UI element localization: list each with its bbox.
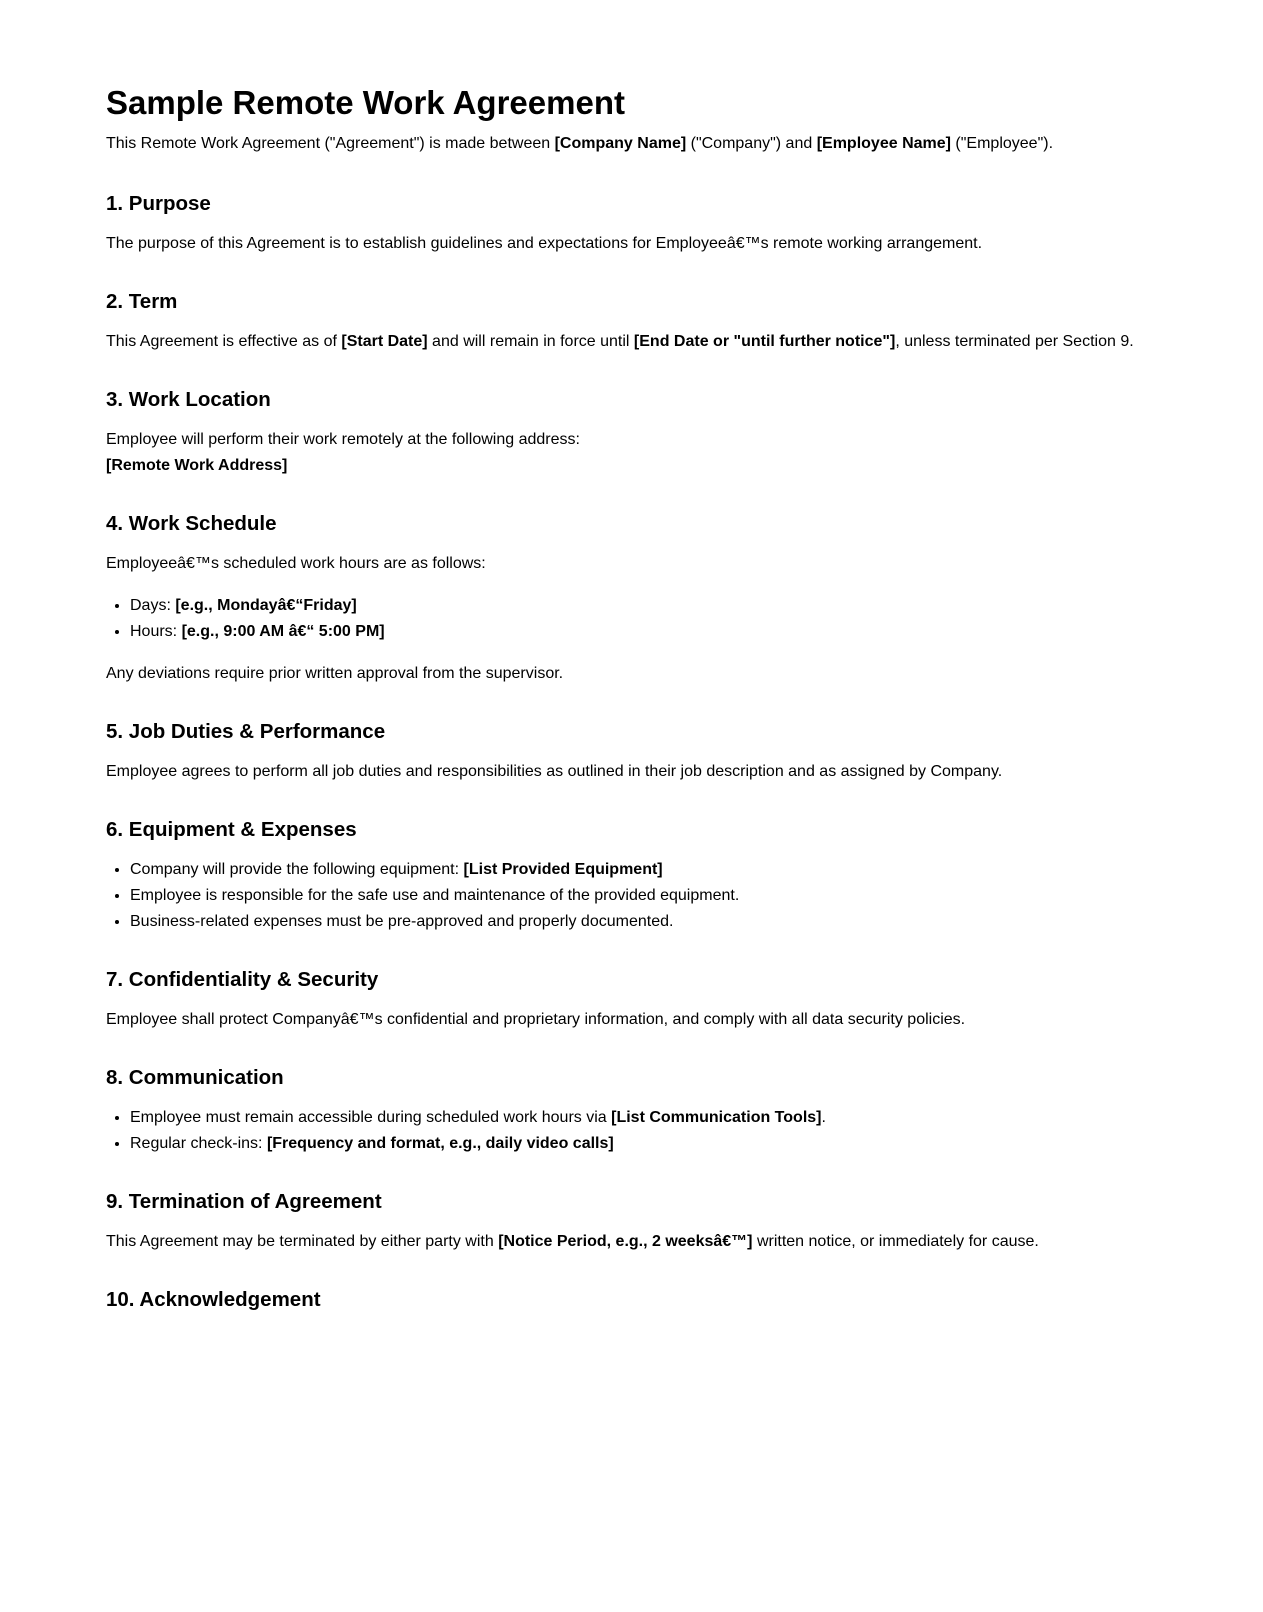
section-job-duties	[106, 719, 1226, 785]
text: written notice, or immediately for cause.	[752, 1233, 1039, 1250]
section-text	[106, 329, 1226, 355]
section-text: The purpose of this Agreement is to establish guidelines and expectations for Employeeâ€™s remote working arrangement.	[106, 235, 983, 252]
section-work-location	[106, 387, 1226, 479]
item-label: Days:	[130, 597, 176, 614]
item-value: [List Provided Equipment]	[463, 861, 663, 878]
section-termination	[106, 1189, 1226, 1255]
list-item	[130, 857, 1226, 883]
section-heading: 2. Term	[106, 290, 178, 313]
address-text: [Remote Work Address]	[106, 457, 288, 474]
section-note: Any deviations require prior written approval from the supervisor.	[106, 665, 564, 682]
document	[106, 0, 1226, 1311]
communication-list	[106, 1105, 1226, 1157]
section-heading: 5. Job Duties & Performance	[106, 720, 386, 743]
employee-name-placeholder: [Employee Name]	[816, 135, 951, 152]
item-value: [Frequency and format, e.g., daily video calls]	[266, 1135, 614, 1152]
item-value: [List Communication Tools]	[611, 1109, 822, 1126]
equipment-list	[106, 857, 1226, 935]
intro-text: This Remote Work Agreement ("Agreement") is made between	[106, 135, 555, 152]
list-item	[130, 619, 1226, 645]
section-text	[106, 1229, 1226, 1255]
section-heading: 3. Work Location	[106, 388, 271, 411]
intro-text: ("Company") and	[686, 135, 817, 152]
section-heading: 10. Acknowledgement	[106, 1288, 321, 1311]
item-suffix: .	[821, 1109, 826, 1126]
item-label: Business-related expenses must be pre-approved and properly documented.	[130, 913, 674, 930]
section-purpose	[106, 191, 1226, 257]
intro-text: ("Employee").	[950, 135, 1054, 152]
section-heading: 4. Work Schedule	[106, 512, 277, 535]
section-work-schedule	[106, 511, 1226, 687]
page-title: Sample Remote Work Agreement	[106, 84, 625, 121]
section-text: Employee agrees to perform all job duties and responsibilities as outlined in their job description and as assigned by Company.	[106, 763, 1003, 780]
list-item	[130, 1105, 1226, 1131]
company-name-placeholder: [Company Name]	[554, 135, 687, 152]
section-heading: 6. Equipment & Expenses	[106, 818, 357, 841]
section-heading: 8. Communication	[106, 1066, 284, 1089]
end-date-placeholder: [End Date or "until further notice"]	[633, 333, 896, 350]
address-placeholder	[106, 453, 1226, 479]
text: and will remain in force until	[427, 333, 634, 350]
section-text: Employee shall protect Companyâ€™s confidential and proprietary information, and comply with all data security policies.	[106, 1011, 966, 1028]
list-item	[130, 883, 1226, 909]
list-item	[130, 1131, 1226, 1157]
section-heading: 7. Confidentiality & Security	[106, 968, 379, 991]
intro-paragraph	[106, 131, 1226, 157]
item-label: Employee is responsible for the safe use and maintenance of the provided equipment.	[130, 887, 740, 904]
notice-period-placeholder: [Notice Period, e.g., 2 weeksâ€™]	[498, 1233, 753, 1250]
section-equipment	[106, 817, 1226, 935]
text: This Agreement may be terminated by either party with	[106, 1233, 499, 1250]
item-value: [e.g., 9:00 AM â€“ 5:00 PM]	[181, 623, 385, 640]
text: This Agreement is effective as of	[106, 333, 342, 350]
schedule-list	[106, 593, 1226, 645]
section-term	[106, 289, 1226, 355]
section-text: Employee will perform their work remotely at the following address:	[106, 431, 580, 448]
section-text: Employeeâ€™s scheduled work hours are as follows:	[106, 555, 486, 572]
item-label: Company will provide the following equipment:	[130, 861, 464, 878]
section-acknowledgement	[106, 1287, 1226, 1313]
item-label: Hours:	[130, 623, 182, 640]
section-heading: 9. Termination of Agreement	[106, 1190, 382, 1213]
start-date-placeholder: [Start Date]	[341, 333, 428, 350]
section-confidentiality	[106, 967, 1226, 1033]
section-communication	[106, 1065, 1226, 1157]
text: , unless terminated per Section 9.	[895, 333, 1134, 350]
item-label: Regular check-ins:	[130, 1135, 267, 1152]
item-value: [e.g., Mondayâ€“Friday]	[175, 597, 357, 614]
item-label: Employee must remain accessible during scheduled work hours via	[130, 1109, 612, 1126]
list-item	[130, 593, 1226, 619]
section-heading: 1. Purpose	[106, 192, 211, 215]
list-item	[130, 909, 1226, 935]
